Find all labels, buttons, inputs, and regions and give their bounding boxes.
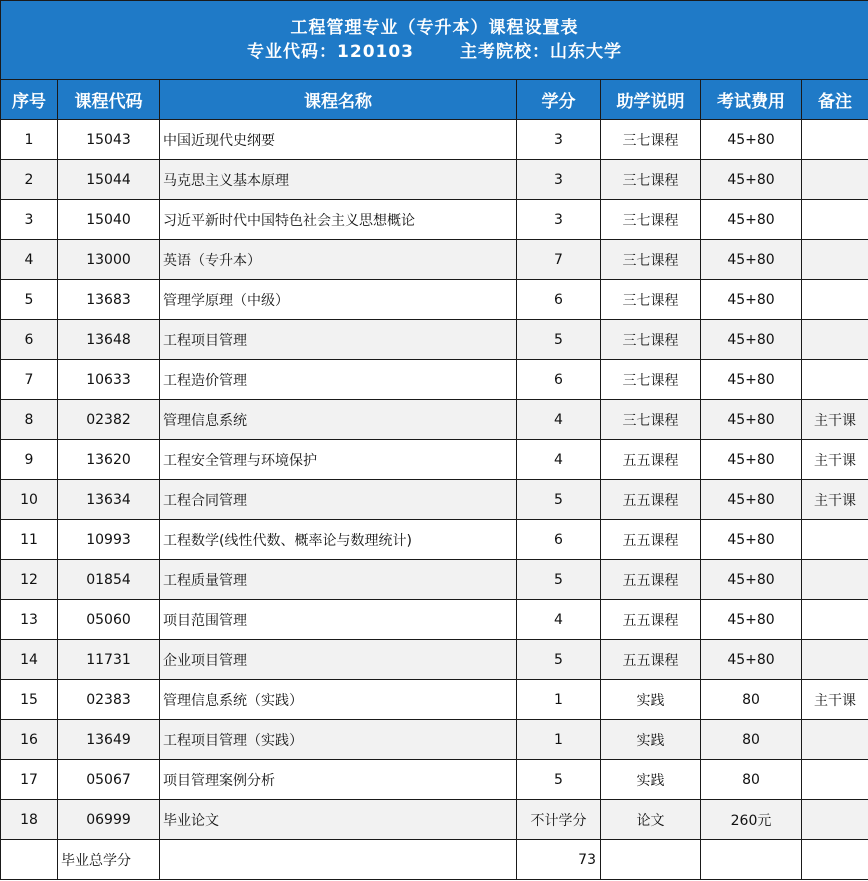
- cell-code: 06999: [58, 800, 160, 840]
- cell-fee: 80: [701, 720, 802, 760]
- cell-code: 01854: [58, 560, 160, 600]
- cell-code: 13000: [58, 240, 160, 280]
- cell-remark: [802, 600, 868, 640]
- cell-credit: 5: [517, 480, 601, 520]
- cell-note: 三七课程: [601, 240, 701, 280]
- cell-note: 论文: [601, 800, 701, 840]
- cell-name: 毕业论文: [160, 800, 517, 840]
- table-row: [1, 800, 868, 840]
- header-no: 序号: [1, 80, 58, 120]
- cell-credit: 4: [517, 600, 601, 640]
- cell-fee: 45+80: [701, 280, 802, 320]
- cell-fee: 45+80: [701, 560, 802, 600]
- cell-fee: 260元: [701, 800, 802, 840]
- table-row: [1, 640, 868, 680]
- table-row: [1, 120, 868, 160]
- cell-note: 三七课程: [601, 160, 701, 200]
- cell-remark: 主干课: [802, 480, 868, 520]
- cell-name: 工程造价管理: [160, 360, 517, 400]
- table-row: [1, 360, 868, 400]
- cell-note: 五五课程: [601, 560, 701, 600]
- cell-code: 05060: [58, 600, 160, 640]
- cell-remark: [802, 640, 868, 680]
- cell-note: 三七课程: [601, 320, 701, 360]
- cell-note: 三七课程: [601, 280, 701, 320]
- cell-name: 工程数学(线性代数、概率论与数理统计): [160, 520, 517, 560]
- table-row: [1, 200, 868, 240]
- cell-no: 15: [1, 680, 58, 720]
- cell-no: 12: [1, 560, 58, 600]
- total-empty-cell: [1, 840, 58, 880]
- cell-remark: [802, 720, 868, 760]
- header-credit: 学分: [517, 80, 601, 120]
- table-row: [1, 240, 868, 280]
- cell-name: 工程合同管理: [160, 480, 517, 520]
- cell-fee: 45+80: [701, 480, 802, 520]
- table-row: [1, 400, 868, 440]
- cell-credit: 5: [517, 640, 601, 680]
- header-name: 课程名称: [160, 80, 517, 120]
- cell-remark: [802, 200, 868, 240]
- header-code: 课程代码: [58, 80, 160, 120]
- cell-remark: [802, 800, 868, 840]
- table-row: [1, 760, 868, 800]
- cell-fee: 45+80: [701, 200, 802, 240]
- table-row: [1, 160, 868, 200]
- total-blank-cell: [160, 840, 517, 880]
- cell-name: 管理信息系统: [160, 400, 517, 440]
- cell-name: 项目管理案例分析: [160, 760, 517, 800]
- cell-name: 马克思主义基本原理: [160, 160, 517, 200]
- cell-note: 五五课程: [601, 640, 701, 680]
- cell-code: 10993: [58, 520, 160, 560]
- cell-code: 13620: [58, 440, 160, 480]
- cell-credit: 1: [517, 680, 601, 720]
- cell-code: 15044: [58, 160, 160, 200]
- total-blank-cell: [802, 840, 868, 880]
- cell-note: 三七课程: [601, 200, 701, 240]
- cell-no: 2: [1, 160, 58, 200]
- cell-fee: 80: [701, 680, 802, 720]
- table-row: [1, 720, 868, 760]
- cell-credit: 6: [517, 520, 601, 560]
- cell-fee: 45+80: [701, 520, 802, 560]
- cell-note: 五五课程: [601, 480, 701, 520]
- cell-no: 3: [1, 200, 58, 240]
- total-blank-cell: [601, 840, 701, 880]
- table-row: [1, 440, 868, 480]
- cell-no: 7: [1, 360, 58, 400]
- cell-remark: 主干课: [802, 680, 868, 720]
- cell-code: 13683: [58, 280, 160, 320]
- cell-no: 14: [1, 640, 58, 680]
- table-row: [1, 320, 868, 360]
- cell-credit: 5: [517, 320, 601, 360]
- title-line-1: 工程管理专业（专升本）课程设置表: [290, 18, 579, 38]
- cell-fee: 45+80: [701, 120, 802, 160]
- cell-credit: 6: [517, 280, 601, 320]
- cell-name: 工程安全管理与环境保护: [160, 440, 517, 480]
- cell-credit: 4: [517, 400, 601, 440]
- cell-no: 18: [1, 800, 58, 840]
- cell-code: 15040: [58, 200, 160, 240]
- cell-credit: 5: [517, 560, 601, 600]
- cell-fee: 45+80: [701, 440, 802, 480]
- header-fee: 考试费用: [701, 80, 802, 120]
- cell-no: 16: [1, 720, 58, 760]
- table-title: [1, 1, 868, 80]
- cell-name: 习近平新时代中国特色社会主义思想概论: [160, 200, 517, 240]
- cell-remark: [802, 280, 868, 320]
- cell-note: 五五课程: [601, 440, 701, 480]
- cell-note: 实践: [601, 760, 701, 800]
- cell-note: 实践: [601, 680, 701, 720]
- cell-fee: 45+80: [701, 600, 802, 640]
- cell-name: 工程项目管理（实践）: [160, 720, 517, 760]
- cell-code: 15043: [58, 120, 160, 160]
- cell-name: 工程项目管理: [160, 320, 517, 360]
- cell-credit: 1: [517, 720, 601, 760]
- cell-name: 管理信息系统（实践）: [160, 680, 517, 720]
- cell-no: 13: [1, 600, 58, 640]
- cell-note: 实践: [601, 720, 701, 760]
- cell-name: 项目范围管理: [160, 600, 517, 640]
- cell-code: 02382: [58, 400, 160, 440]
- cell-remark: 主干课: [802, 400, 868, 440]
- cell-fee: 45+80: [701, 640, 802, 680]
- cell-remark: [802, 320, 868, 360]
- table-row: [1, 520, 868, 560]
- cell-remark: [802, 520, 868, 560]
- cell-code: 02383: [58, 680, 160, 720]
- cell-note: 五五课程: [601, 600, 701, 640]
- cell-credit: 3: [517, 120, 601, 160]
- cell-no: 11: [1, 520, 58, 560]
- title-row: [1, 1, 868, 80]
- cell-name: 中国近现代史纲要: [160, 120, 517, 160]
- cell-name: 英语（专升本）: [160, 240, 517, 280]
- total-row: [1, 840, 868, 880]
- cell-note: 三七课程: [601, 360, 701, 400]
- header-note: 助学说明: [601, 80, 701, 120]
- cell-name: 企业项目管理: [160, 640, 517, 680]
- cell-code: 10633: [58, 360, 160, 400]
- exam-school: 主考院校：山东大学: [460, 42, 623, 62]
- cell-no: 9: [1, 440, 58, 480]
- cell-credit: 7: [517, 240, 601, 280]
- table-row: [1, 480, 868, 520]
- cell-code: 13649: [58, 720, 160, 760]
- major-code: 专业代码：120103: [247, 42, 415, 62]
- cell-remark: [802, 240, 868, 280]
- cell-note: 三七课程: [601, 400, 701, 440]
- cell-fee: 45+80: [701, 240, 802, 280]
- cell-code: 13634: [58, 480, 160, 520]
- cell-remark: [802, 560, 868, 600]
- cell-credit: 5: [517, 760, 601, 800]
- title-line-2: [1, 40, 868, 64]
- cell-credit: 不计学分: [517, 800, 601, 840]
- cell-no: 10: [1, 480, 58, 520]
- cell-no: 4: [1, 240, 58, 280]
- table-row: [1, 680, 868, 720]
- cell-credit: 3: [517, 200, 601, 240]
- cell-remark: [802, 160, 868, 200]
- cell-name: 工程质量管理: [160, 560, 517, 600]
- cell-note: 五五课程: [601, 520, 701, 560]
- cell-credit: 6: [517, 360, 601, 400]
- table-row: [1, 280, 868, 320]
- cell-fee: 45+80: [701, 400, 802, 440]
- cell-credit: 3: [517, 160, 601, 200]
- cell-code: 13648: [58, 320, 160, 360]
- total-label: 毕业总学分: [58, 840, 160, 880]
- total-value: 73: [517, 840, 601, 880]
- cell-fee: 80: [701, 760, 802, 800]
- table-row: [1, 600, 868, 640]
- table-row: [1, 560, 868, 600]
- cell-no: 17: [1, 760, 58, 800]
- cell-fee: 45+80: [701, 160, 802, 200]
- cell-remark: [802, 760, 868, 800]
- cell-remark: [802, 360, 868, 400]
- cell-no: 1: [1, 120, 58, 160]
- cell-fee: 45+80: [701, 360, 802, 400]
- cell-code: 11731: [58, 640, 160, 680]
- header-remark: 备注: [802, 80, 868, 120]
- cell-remark: 主干课: [802, 440, 868, 480]
- cell-code: 05067: [58, 760, 160, 800]
- cell-name: 管理学原理（中级）: [160, 280, 517, 320]
- cell-no: 6: [1, 320, 58, 360]
- cell-credit: 4: [517, 440, 601, 480]
- total-blank-cell: [701, 840, 802, 880]
- cell-fee: 45+80: [701, 320, 802, 360]
- header-row: [1, 80, 868, 120]
- cell-no: 5: [1, 280, 58, 320]
- cell-note: 三七课程: [601, 120, 701, 160]
- cell-no: 8: [1, 400, 58, 440]
- cell-remark: [802, 120, 868, 160]
